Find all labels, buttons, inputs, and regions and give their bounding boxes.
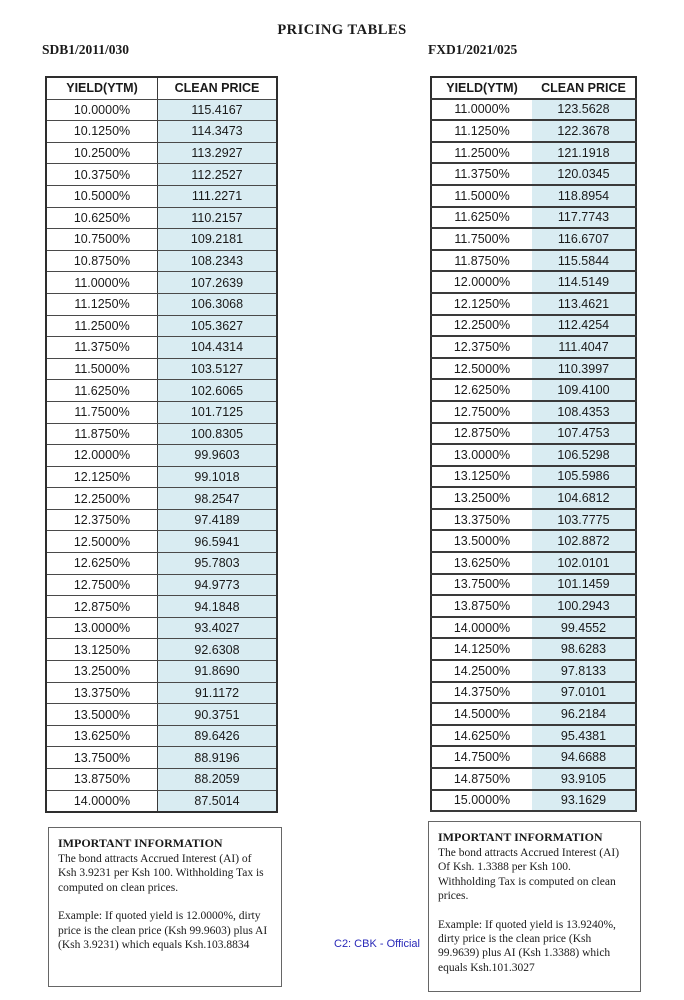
clean-price-cell: 103.5127 xyxy=(158,358,278,380)
table-row xyxy=(46,445,277,467)
bond-name-sdb1: SDB1/2011/030 xyxy=(42,42,130,57)
clean-price-cell: 100.8305 xyxy=(158,423,278,445)
yield-cell: 11.6250% xyxy=(46,380,158,402)
table-row xyxy=(46,509,277,531)
table-row xyxy=(431,228,636,250)
yield-cell: 11.8750% xyxy=(46,423,158,445)
table-row xyxy=(431,703,636,725)
clean-price-cell: 121.1918 xyxy=(532,142,636,164)
yield-cell: 11.8750% xyxy=(431,250,532,272)
table-row xyxy=(46,185,277,207)
yield-cell: 11.2500% xyxy=(431,142,532,164)
table-row xyxy=(46,488,277,510)
yield-cell: 10.0000% xyxy=(46,99,158,121)
table-row xyxy=(431,487,636,509)
yield-cell: 13.6250% xyxy=(46,725,158,747)
clean-price-cell: 92.6308 xyxy=(158,639,278,661)
pricing-table-fxd1 xyxy=(430,76,637,812)
info-box-body: The bond attracts Accrued Interest (AI) of Ksh 3.9231 per Ksh 100. Withholding Tax is computed on clean prices. xyxy=(58,853,264,894)
clean-price-cell: 104.6812 xyxy=(532,487,636,509)
table-row xyxy=(46,553,277,575)
table-row xyxy=(431,725,636,747)
yield-cell: 11.5000% xyxy=(46,358,158,380)
yield-cell: 10.8750% xyxy=(46,250,158,272)
info-box-title: IMPORTANT INFORMATION xyxy=(58,836,223,850)
table-row xyxy=(46,725,277,747)
clean-price-cell: 94.9773 xyxy=(158,574,278,596)
table-row xyxy=(46,466,277,488)
column-header: YIELD(YTM) xyxy=(431,77,532,99)
yield-cell: 14.1250% xyxy=(431,638,532,660)
yield-cell: 11.7500% xyxy=(46,401,158,423)
table-row xyxy=(46,358,277,380)
yield-cell: 10.2500% xyxy=(46,142,158,164)
table-row xyxy=(431,530,636,552)
clean-price-cell: 106.3068 xyxy=(158,293,278,315)
table-row xyxy=(46,315,277,337)
column-header: CLEAN PRICE xyxy=(532,77,636,99)
yield-cell: 12.1250% xyxy=(431,293,532,315)
clean-price-cell: 93.4027 xyxy=(158,617,278,639)
clean-price-cell: 97.0101 xyxy=(532,682,636,704)
clean-price-cell: 115.5844 xyxy=(532,250,636,272)
yield-cell: 12.3750% xyxy=(431,336,532,358)
yield-cell: 12.6250% xyxy=(431,379,532,401)
clean-price-cell: 93.9105 xyxy=(532,768,636,790)
table-row xyxy=(46,596,277,618)
table-row xyxy=(46,207,277,229)
table-row xyxy=(431,99,636,121)
yield-cell: 11.7500% xyxy=(431,228,532,250)
clean-price-cell: 99.1018 xyxy=(158,466,278,488)
important-information-box-sdb1 xyxy=(48,827,282,987)
clean-price-cell: 105.3627 xyxy=(158,315,278,337)
column-header: YIELD(YTM) xyxy=(46,77,158,99)
table-row xyxy=(46,229,277,251)
clean-price-cell: 109.2181 xyxy=(158,229,278,251)
table-row xyxy=(46,661,277,683)
table-row xyxy=(431,379,636,401)
clean-price-cell: 123.5628 xyxy=(532,99,636,121)
clean-price-cell: 88.2059 xyxy=(158,769,278,791)
clean-price-cell: 113.4621 xyxy=(532,293,636,315)
table-row xyxy=(46,99,277,121)
yield-cell: 12.0000% xyxy=(46,445,158,467)
yield-cell: 14.0000% xyxy=(431,617,532,639)
yield-cell: 12.6250% xyxy=(46,553,158,575)
table-row xyxy=(46,639,277,661)
table-row xyxy=(46,790,277,812)
yield-cell: 12.0000% xyxy=(431,271,532,293)
yield-cell: 12.2500% xyxy=(46,488,158,510)
yield-cell: 13.0000% xyxy=(431,444,532,466)
yield-cell: 11.1250% xyxy=(46,293,158,315)
table-row xyxy=(431,638,636,660)
table-row xyxy=(46,121,277,143)
table-row xyxy=(46,769,277,791)
table-row xyxy=(431,660,636,682)
yield-cell: 14.2500% xyxy=(431,660,532,682)
yield-cell: 12.7500% xyxy=(431,401,532,423)
clean-price-cell: 110.2157 xyxy=(158,207,278,229)
clean-price-cell: 102.0101 xyxy=(532,552,636,574)
clean-price-cell: 95.7803 xyxy=(158,553,278,575)
bond-name-fxd1: FXD1/2021/025 xyxy=(428,42,518,57)
yield-cell: 11.3750% xyxy=(46,337,158,359)
table-row xyxy=(431,746,636,768)
table-row xyxy=(431,185,636,207)
info-box-title: IMPORTANT INFORMATION xyxy=(438,830,603,844)
yield-cell: 12.5000% xyxy=(46,531,158,553)
table-row xyxy=(46,531,277,553)
clean-price-cell: 102.6065 xyxy=(158,380,278,402)
table-row xyxy=(431,444,636,466)
clean-price-cell: 108.2343 xyxy=(158,250,278,272)
table-row xyxy=(431,509,636,531)
yield-cell: 14.0000% xyxy=(46,790,158,812)
clean-price-cell: 106.5298 xyxy=(532,444,636,466)
yield-cell: 10.5000% xyxy=(46,185,158,207)
clean-price-cell: 97.4189 xyxy=(158,509,278,531)
yield-cell: 12.8750% xyxy=(431,423,532,445)
table-row xyxy=(431,250,636,272)
yield-cell: 12.8750% xyxy=(46,596,158,618)
yield-cell: 13.8750% xyxy=(431,595,532,617)
table-row xyxy=(431,293,636,315)
info-box-example: Example: If quoted yield is 13.9240%, dirty price is the clean price (Ksh 99.9639) plus AI (Ksh 1.3388) which equals Ksh.101.3027 xyxy=(438,918,616,974)
clean-price-cell: 88.9196 xyxy=(158,747,278,769)
clean-price-cell: 103.7775 xyxy=(532,509,636,531)
yield-cell: 13.7500% xyxy=(46,747,158,769)
yield-cell: 12.3750% xyxy=(46,509,158,531)
clean-price-cell: 105.5986 xyxy=(532,466,636,488)
table-row xyxy=(431,120,636,142)
clean-price-cell: 98.6283 xyxy=(532,638,636,660)
clean-price-cell: 94.6688 xyxy=(532,746,636,768)
table-row xyxy=(431,358,636,380)
table-row xyxy=(431,617,636,639)
clean-price-cell: 112.4254 xyxy=(532,315,636,337)
table-row xyxy=(431,401,636,423)
yield-cell: 13.2500% xyxy=(431,487,532,509)
yield-cell: 14.3750% xyxy=(431,682,532,704)
clean-price-cell: 93.1629 xyxy=(532,790,636,812)
table-row xyxy=(46,272,277,294)
yield-cell: 14.7500% xyxy=(431,746,532,768)
clean-price-cell: 101.7125 xyxy=(158,401,278,423)
clean-price-cell: 99.4552 xyxy=(532,617,636,639)
page-title: PRICING TABLES xyxy=(277,22,407,38)
yield-cell: 13.6250% xyxy=(431,552,532,574)
clean-price-cell: 115.4167 xyxy=(158,99,278,121)
info-box-body: The bond attracts Accrued Interest (AI) Of Ksh. 1.3388 per Ksh 100. Withholding Tax is computed on clean prices. xyxy=(438,847,620,903)
yield-cell: 14.5000% xyxy=(431,703,532,725)
clean-price-cell: 108.4353 xyxy=(532,401,636,423)
clean-price-cell: 89.6426 xyxy=(158,725,278,747)
clean-price-cell: 102.8872 xyxy=(532,530,636,552)
info-box-example: Example: If quoted yield is 12.0000%, dirty price is the clean price (Ksh 99.9603) plus AI (Ksh 3.9231) which equals Ksh.103.8834 xyxy=(58,910,268,951)
yield-cell: 13.8750% xyxy=(46,769,158,791)
yield-cell: 13.3750% xyxy=(46,682,158,704)
clean-price-cell: 90.3751 xyxy=(158,704,278,726)
table-row xyxy=(46,164,277,186)
yield-cell: 13.1250% xyxy=(46,639,158,661)
clean-price-cell: 107.2639 xyxy=(158,272,278,294)
yield-cell: 12.1250% xyxy=(46,466,158,488)
yield-cell: 11.2500% xyxy=(46,315,158,337)
yield-cell: 13.0000% xyxy=(46,617,158,639)
clean-price-cell: 91.8690 xyxy=(158,661,278,683)
table-row xyxy=(431,271,636,293)
clean-price-cell: 94.1848 xyxy=(158,596,278,618)
table-row xyxy=(46,574,277,596)
yield-cell: 14.8750% xyxy=(431,768,532,790)
important-information-box-fxd1 xyxy=(428,821,641,992)
table-row xyxy=(46,142,277,164)
table-row xyxy=(46,380,277,402)
table-row xyxy=(431,207,636,229)
clean-price-cell: 113.2927 xyxy=(158,142,278,164)
table-row xyxy=(431,163,636,185)
table-row xyxy=(46,682,277,704)
table-row xyxy=(431,595,636,617)
yield-cell: 13.3750% xyxy=(431,509,532,531)
pricing-table-sdb1 xyxy=(45,76,278,813)
clean-price-cell: 87.5014 xyxy=(158,790,278,812)
yield-cell: 14.6250% xyxy=(431,725,532,747)
table-row xyxy=(46,704,277,726)
clean-price-cell: 114.3473 xyxy=(158,121,278,143)
yield-cell: 11.1250% xyxy=(431,120,532,142)
table-row xyxy=(46,337,277,359)
yield-cell: 10.1250% xyxy=(46,121,158,143)
table-row xyxy=(46,617,277,639)
table-header-row xyxy=(431,77,636,99)
yield-cell: 11.5000% xyxy=(431,185,532,207)
clean-price-cell: 96.5941 xyxy=(158,531,278,553)
clean-price-cell: 104.4314 xyxy=(158,337,278,359)
clean-price-cell: 96.2184 xyxy=(532,703,636,725)
table-row xyxy=(431,142,636,164)
clean-price-cell: 100.2943 xyxy=(532,595,636,617)
table-row xyxy=(431,315,636,337)
clean-price-cell: 99.9603 xyxy=(158,445,278,467)
table-row xyxy=(431,552,636,574)
yield-cell: 11.0000% xyxy=(431,99,532,121)
yield-cell: 11.0000% xyxy=(46,272,158,294)
clean-price-cell: 97.8133 xyxy=(532,660,636,682)
classification-label: C2: CBK - Official xyxy=(334,938,420,950)
table-row xyxy=(431,423,636,445)
yield-cell: 11.3750% xyxy=(431,163,532,185)
clean-price-cell: 118.8954 xyxy=(532,185,636,207)
yield-cell: 11.6250% xyxy=(431,207,532,229)
yield-cell: 12.5000% xyxy=(431,358,532,380)
clean-price-cell: 107.4753 xyxy=(532,423,636,445)
clean-price-cell: 110.3997 xyxy=(532,358,636,380)
table-row xyxy=(431,682,636,704)
yield-cell: 13.2500% xyxy=(46,661,158,683)
clean-price-cell: 116.6707 xyxy=(532,228,636,250)
yield-cell: 10.6250% xyxy=(46,207,158,229)
table-row xyxy=(431,466,636,488)
clean-price-cell: 95.4381 xyxy=(532,725,636,747)
clean-price-cell: 117.7743 xyxy=(532,207,636,229)
yield-cell: 10.7500% xyxy=(46,229,158,251)
clean-price-cell: 111.2271 xyxy=(158,185,278,207)
yield-cell: 13.1250% xyxy=(431,466,532,488)
yield-cell: 12.7500% xyxy=(46,574,158,596)
table-row xyxy=(46,293,277,315)
table-row xyxy=(46,401,277,423)
table-row xyxy=(46,747,277,769)
table-header-row xyxy=(46,77,277,99)
clean-price-cell: 114.5149 xyxy=(532,271,636,293)
table-row xyxy=(431,768,636,790)
table-row xyxy=(431,336,636,358)
table-row xyxy=(46,423,277,445)
yield-cell: 13.5000% xyxy=(46,704,158,726)
clean-price-cell: 112.2527 xyxy=(158,164,278,186)
clean-price-cell: 109.4100 xyxy=(532,379,636,401)
clean-price-cell: 98.2547 xyxy=(158,488,278,510)
clean-price-cell: 111.4047 xyxy=(532,336,636,358)
clean-price-cell: 101.1459 xyxy=(532,574,636,596)
yield-cell: 13.7500% xyxy=(431,574,532,596)
table-row xyxy=(431,574,636,596)
clean-price-cell: 120.0345 xyxy=(532,163,636,185)
clean-price-cell: 91.1172 xyxy=(158,682,278,704)
column-header: CLEAN PRICE xyxy=(158,77,278,99)
yield-cell: 13.5000% xyxy=(431,530,532,552)
yield-cell: 10.3750% xyxy=(46,164,158,186)
table-row xyxy=(46,250,277,272)
clean-price-cell: 122.3678 xyxy=(532,120,636,142)
yield-cell: 12.2500% xyxy=(431,315,532,337)
yield-cell: 15.0000% xyxy=(431,790,532,812)
table-row xyxy=(431,790,636,812)
